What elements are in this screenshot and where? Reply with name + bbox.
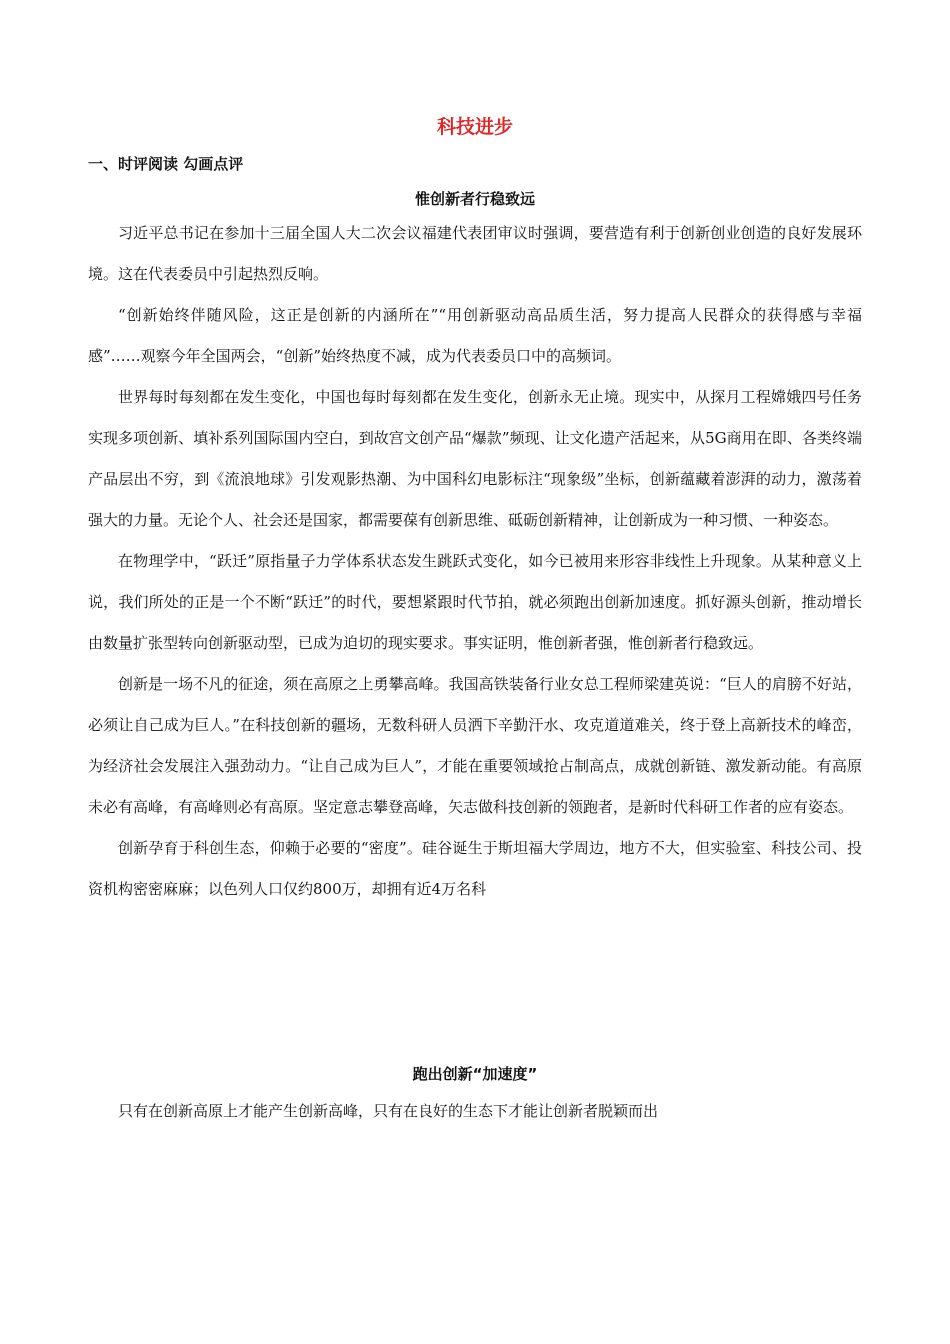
article-title: 惟创新者行稳致远 — [414, 190, 535, 208]
article-body — [88, 213, 862, 910]
paragraph: 创新孕育于科创生态，仰赖于必要的“密度”。硅谷诞生于斯坦福大学周边，地方不大，但实验室、科技公司、投资机构密密麻麻；以色列人口仅约800万，却拥有近4万名科 — [88, 839, 862, 898]
paragraph: 只有在创新高原上才能产生创新高峰，只有在良好的生态下才能让创新者脱颖而出 — [118, 1102, 659, 1120]
paragraph: “创新始终伴随风险，这正是创新的内涵所在”“用创新驱动高品质生活，努力提高人民群众的获得感与幸福感”……观察今年全国两会，“创新”始终热度不减，成为代表委员口中的高频词。 — [88, 306, 862, 365]
paragraph: 世界每时每刻都在发生变化，中国也每时每刻都在发生变化，创新永无止境。现实中，从探月工程嫦娥四号任务实现多项创新、填补系列国际国内空白，到故宫文创产品“爆款”频现、让文化遗产活起来，从5G商用在即、各类终端产品层出不穷，到《流浪地球》引发观影热潮、为中国科幻电影标注“现象级”坐标，创新蕴藏着澎湃的动力，激荡着强大的力量。无论个人、社会还是国家，都需要葆有创新思维、砥砺创新精神，让创新成为一种习惯、一种姿态。 — [88, 388, 862, 529]
paragraph: 创新是一场不凡的征途，须在高原之上勇攀高峰。我国高铁装备行业女总工程师梁建英说：“巨人的肩膀不好站，必须让自己成为巨人。”在科技创新的疆场，无数科研人员洒下辛勤汗水、攻克道道难关，终于登上高新技术的峰峦，为经济社会发展注入强劲动力。“让自己成为巨人”，才能在重要领域抢占制高点，成就创新链、激发新动能。有高原未必有高峰，有高峰则必有高原。坚定意志攀登高峰，矢志做科技创新的领跑者，是新时代科研工作者的应有姿态。 — [88, 675, 862, 816]
section-heading: 一、时评阅读 勾画点评 — [88, 155, 244, 173]
paragraph: 在物理学中，“跃迁”原指量子力学体系状态发生跳跃式变化，如今已被用来形容非线性上升现象。从某种意义上说，我们所处的正是一个不断“跃迁”的时代，要想紧跟时代节拍，就必须跑出创新加速度。抓好源头创新，推动增长由数量扩张型转向创新驱动型，已成为迫切的现实要求。事实证明，惟创新者强，惟创新者行稳致远。 — [88, 552, 862, 652]
article-body — [88, 1091, 862, 1132]
article-title: 跑出创新“加速度” — [412, 1065, 538, 1083]
document-title: 科技进步 — [436, 116, 513, 138]
paragraph: 习近平总书记在参加十三届全国人大二次会议福建代表团审议时强调，要营造有利于创新创业创造的良好发展环境。这在代表委员中引起热烈反响。 — [88, 224, 862, 283]
